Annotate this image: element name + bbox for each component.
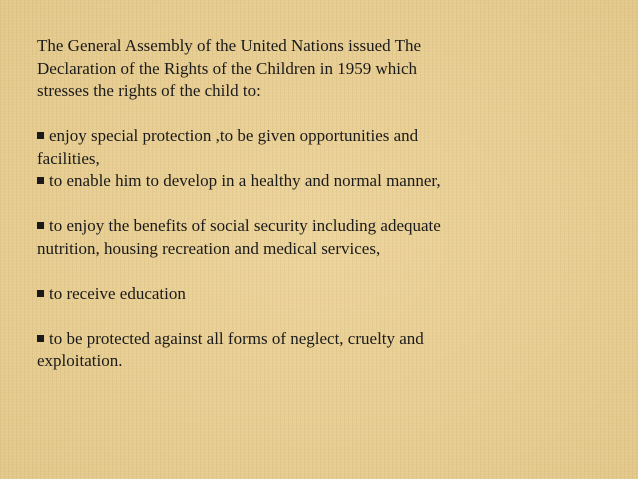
bullet-text: to be protected against all forms of neglect, cruelty and exploitation.: [37, 328, 424, 370]
spacer: [37, 103, 597, 126]
square-bullet-icon: [37, 177, 44, 184]
spacer: [37, 260, 597, 283]
bullet-item-3: [37, 215, 597, 260]
bullet-item-4: [37, 283, 597, 306]
bullet-item-5: [37, 328, 597, 373]
square-bullet-icon: [37, 335, 44, 342]
bullet-item-1: [37, 125, 597, 170]
square-bullet-icon: [37, 132, 44, 139]
bullet-text: enjoy special protection ,to be given opportunities and facilities,: [37, 126, 419, 168]
square-bullet-icon: [37, 222, 44, 229]
square-bullet-icon: [37, 290, 44, 297]
intro-paragraph: The General Assembly of the United Nations issued The Declaration of the Rights of the Children in 1959 which stresses the rights of the child to:: [37, 36, 421, 100]
bullet-text: to enjoy the benefits of social security including adequate nutrition, housing recreation and medical services,: [37, 216, 441, 258]
spacer: [37, 193, 597, 216]
bullet-text: to receive education: [49, 283, 186, 303]
bullet-item-2: [37, 170, 597, 193]
spacer: [37, 305, 597, 328]
bullet-text: to enable him to develop in a healthy and normal manner,: [49, 171, 441, 190]
slide-body: [37, 35, 597, 373]
